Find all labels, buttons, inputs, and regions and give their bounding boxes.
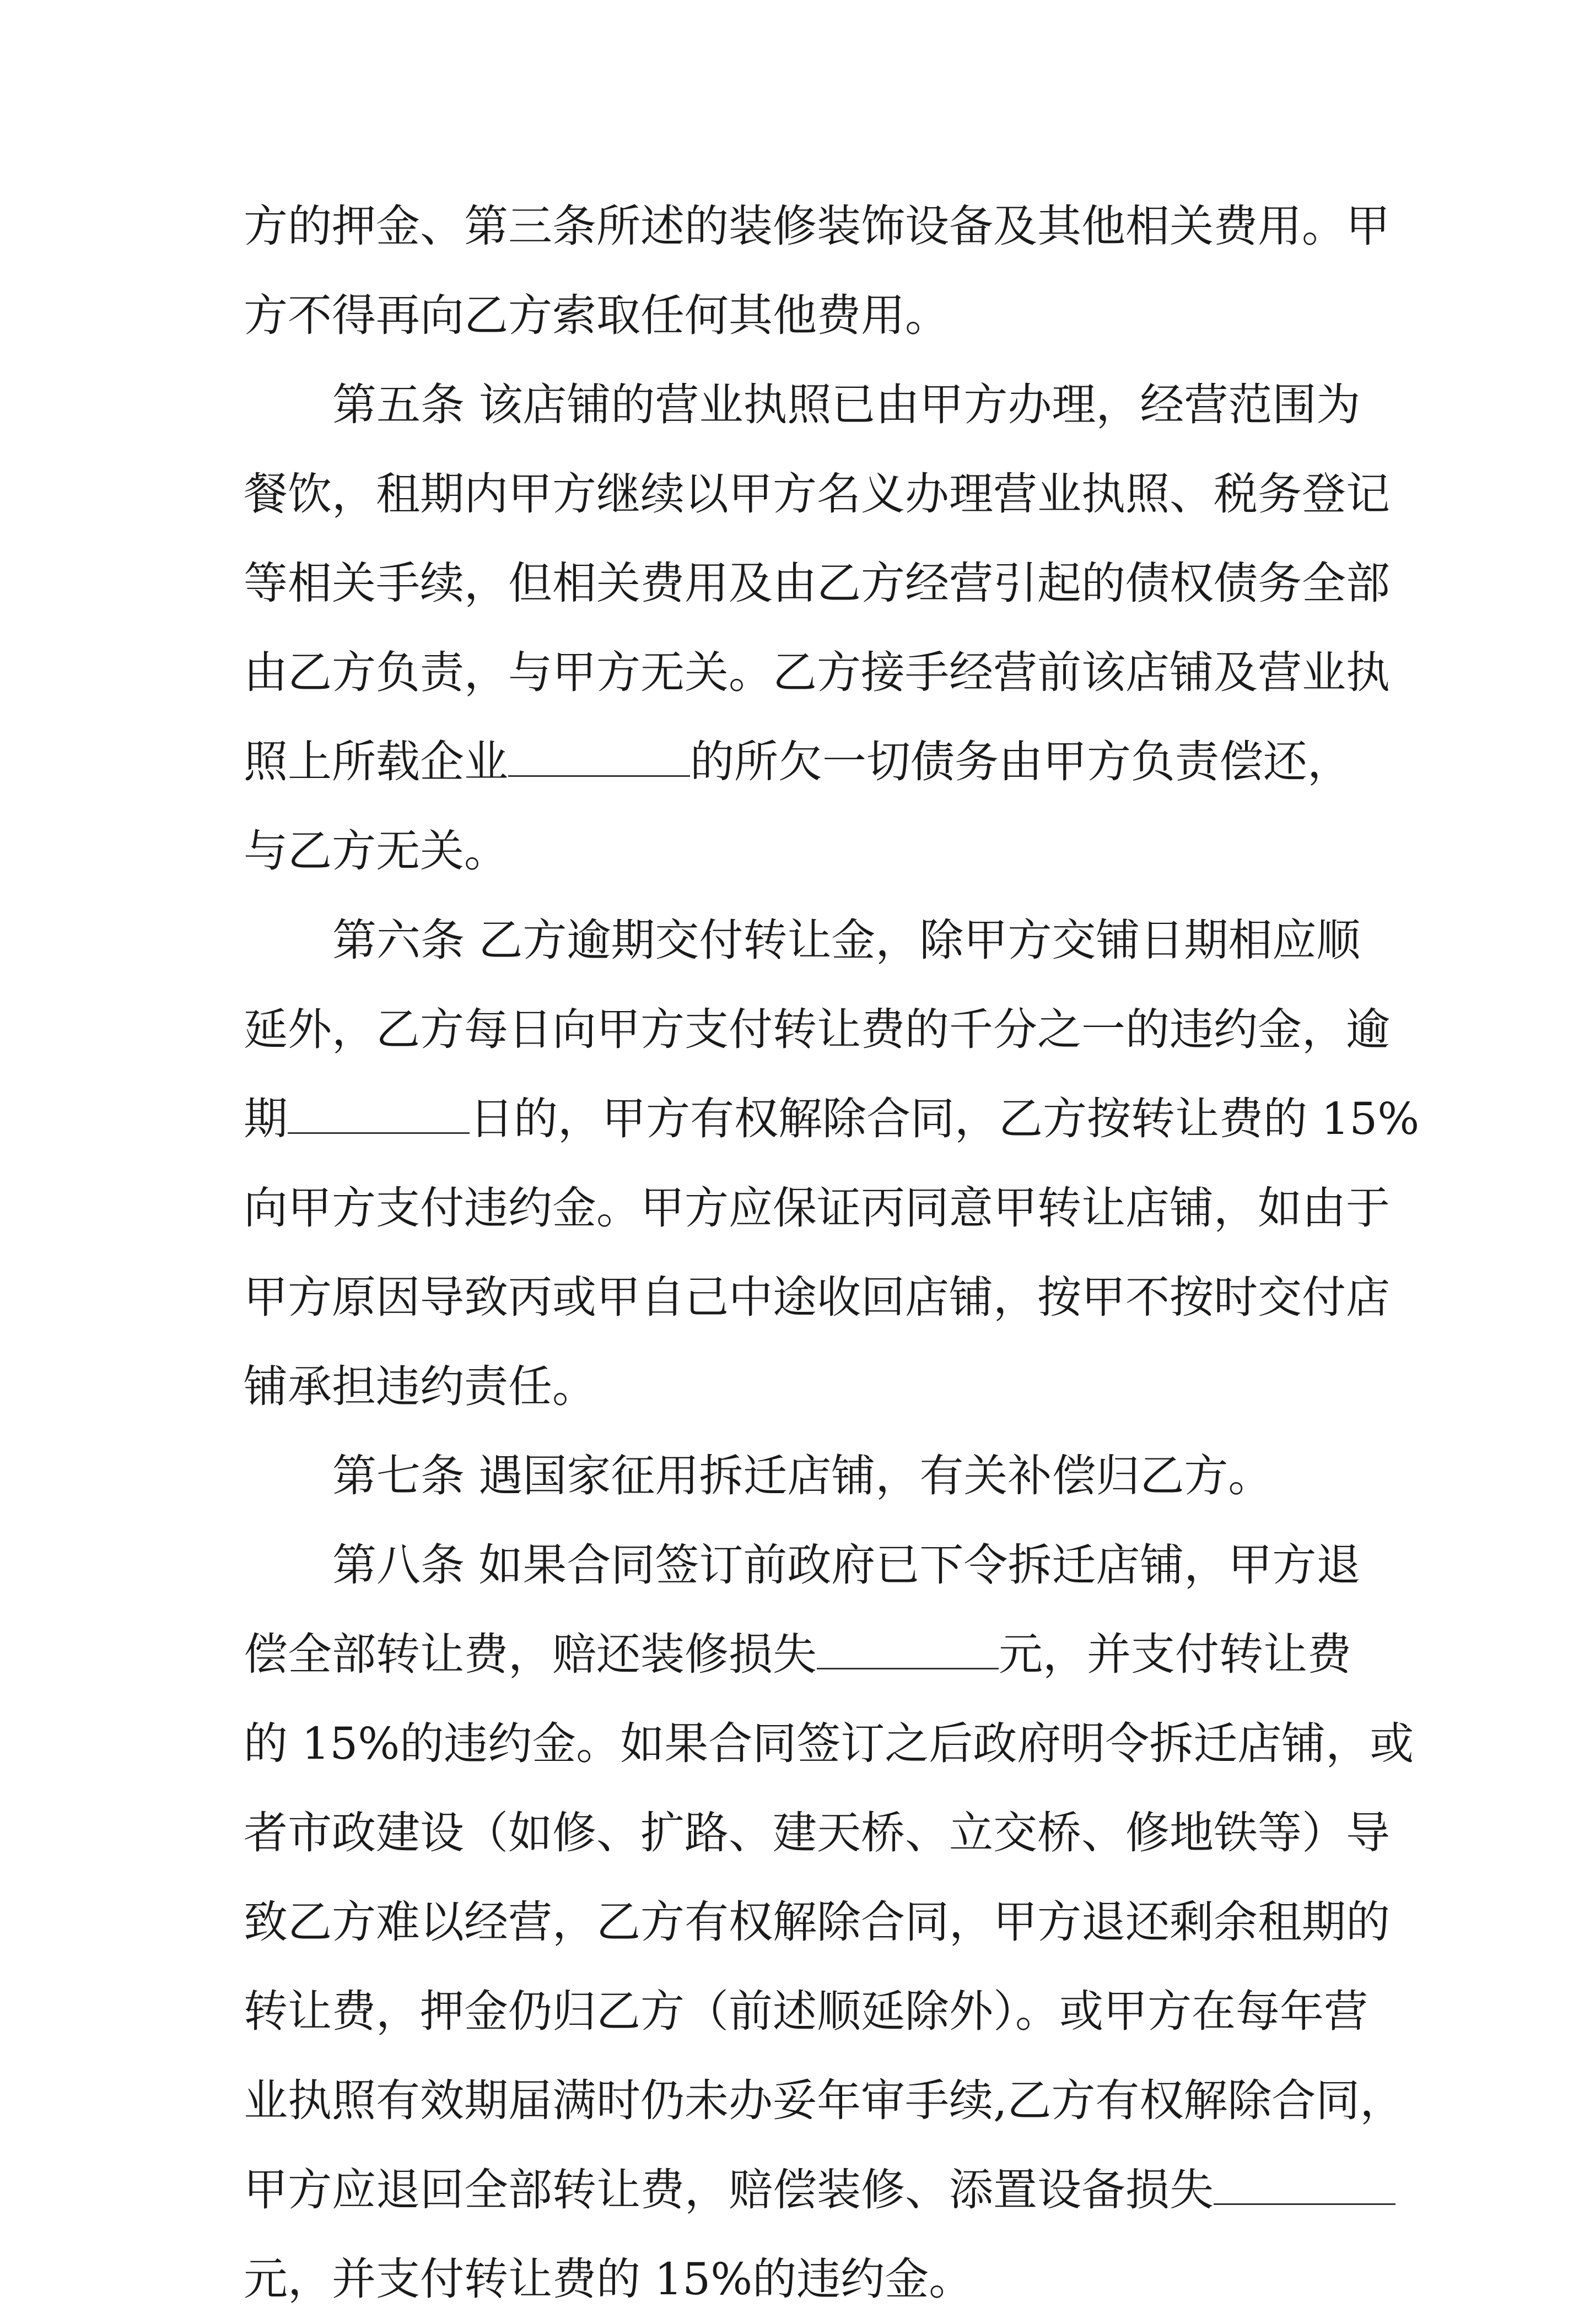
text-line — [0, 985, 1595, 1074]
line-text: 第六条 乙方逾期交付转让金，除甲方交铺日期相应顺 — [332, 915, 1361, 966]
line-text: 方的押金、第三条所述的装修装饰设备及其他相关费用。甲 — [244, 201, 1390, 252]
text-line — [0, 1967, 1595, 2056]
text-line — [0, 2145, 1595, 2235]
text-line — [0, 1788, 1595, 1878]
line-text: 期 — [244, 1093, 288, 1144]
line-text: 的 15%的违约金。如果合同签订之后政府明令拆迁店铺，或 — [244, 1718, 1414, 1769]
line-text: 者市政建设（如修、扩路、建天桥、立交桥、修地铁等）导 — [244, 1807, 1390, 1858]
equipment-loss-blank — [1214, 2148, 1395, 2205]
text-line — [0, 182, 1595, 271]
line-text: 元，并支付转让费的 15%的违约金。 — [244, 2253, 973, 2305]
line-text: 第七条 遇国家征用拆迁店铺，有关补偿归乙方。 — [332, 1450, 1273, 1501]
line-text: 业执照有效期届满时仍未办妥年审手续,乙方有权解除合同， — [244, 2075, 1404, 2126]
renovation-loss-blank — [817, 1613, 999, 1669]
overdue-days-blank — [288, 1077, 470, 1134]
line-text: 由乙方负责，与甲方无关。乙方接手经营前该店铺及营业执 — [244, 647, 1390, 698]
clause-5-heading-line — [0, 360, 1595, 450]
line-text: 日的，甲方有权解除合同，乙方按转让费的 15% — [470, 1093, 1420, 1144]
enterprise-name-blank — [508, 720, 690, 777]
line-text: 餐饮，租期内甲方继续以甲方名义办理营业执照、税务登记 — [244, 468, 1390, 520]
text-line — [0, 271, 1595, 360]
line-text: 延外，乙方每日向甲方支付转让费的千分之一的违约金，逾 — [244, 1004, 1390, 1055]
line-text: 偿全部转让费，赔还装修损失 — [244, 1629, 817, 1680]
line-text: 第五条 该店铺的营业执照已由甲方办理，经营范围为 — [332, 379, 1361, 430]
line-text: 等相关手续，但相关费用及由乙方经营引起的债权债务全部 — [244, 558, 1390, 609]
line-text: 方不得再向乙方索取任何其他费用。 — [244, 290, 949, 341]
text-line — [0, 1878, 1595, 1967]
line-text: 的所欠一切债务由甲方负责偿还， — [690, 736, 1351, 787]
clause-6-heading-line — [0, 896, 1595, 985]
text-line — [0, 628, 1595, 717]
text-line — [0, 2235, 1595, 2324]
line-text: 元，并支付转让费 — [999, 1629, 1351, 1680]
text-line — [0, 450, 1595, 539]
line-text: 甲方应退回全部转让费，赔偿装修、添置设备损失 — [244, 2164, 1214, 2215]
text-line — [0, 2056, 1595, 2145]
line-text: 转让费，押金仍归乙方（前述顺延除外）。或甲方在每年营 — [244, 1986, 1368, 2037]
line-text: 向甲方支付违约金。甲方应保证丙同意甲转让店铺，如由于 — [244, 1182, 1390, 1234]
text-line — [0, 807, 1595, 896]
line-text: 甲方原因导致丙或甲自己中途收回店铺，按甲不按时交付店 — [244, 1272, 1390, 1323]
text-line — [0, 717, 1595, 807]
text-line — [0, 1164, 1595, 1253]
clause-8-heading-line — [0, 1521, 1595, 1610]
text-line — [0, 1699, 1595, 1788]
line-text: 照上所载企业 — [244, 736, 508, 787]
text-line — [0, 1610, 1595, 1699]
text-line — [0, 1253, 1595, 1342]
text-line — [0, 1074, 1595, 1164]
clause-7-line — [0, 1431, 1595, 1521]
text-line — [0, 539, 1595, 628]
line-text: 第八条 如果合同签订前政府已下令拆迁店铺，甲方退 — [332, 1539, 1361, 1591]
text-line — [0, 1342, 1595, 1431]
line-text: 铺承担违约责任。 — [244, 1361, 596, 1412]
line-text: 致乙方难以经营，乙方有权解除合同，甲方退还剩余租期的 — [244, 1896, 1390, 1948]
line-text: 与乙方无关。 — [244, 825, 508, 877]
